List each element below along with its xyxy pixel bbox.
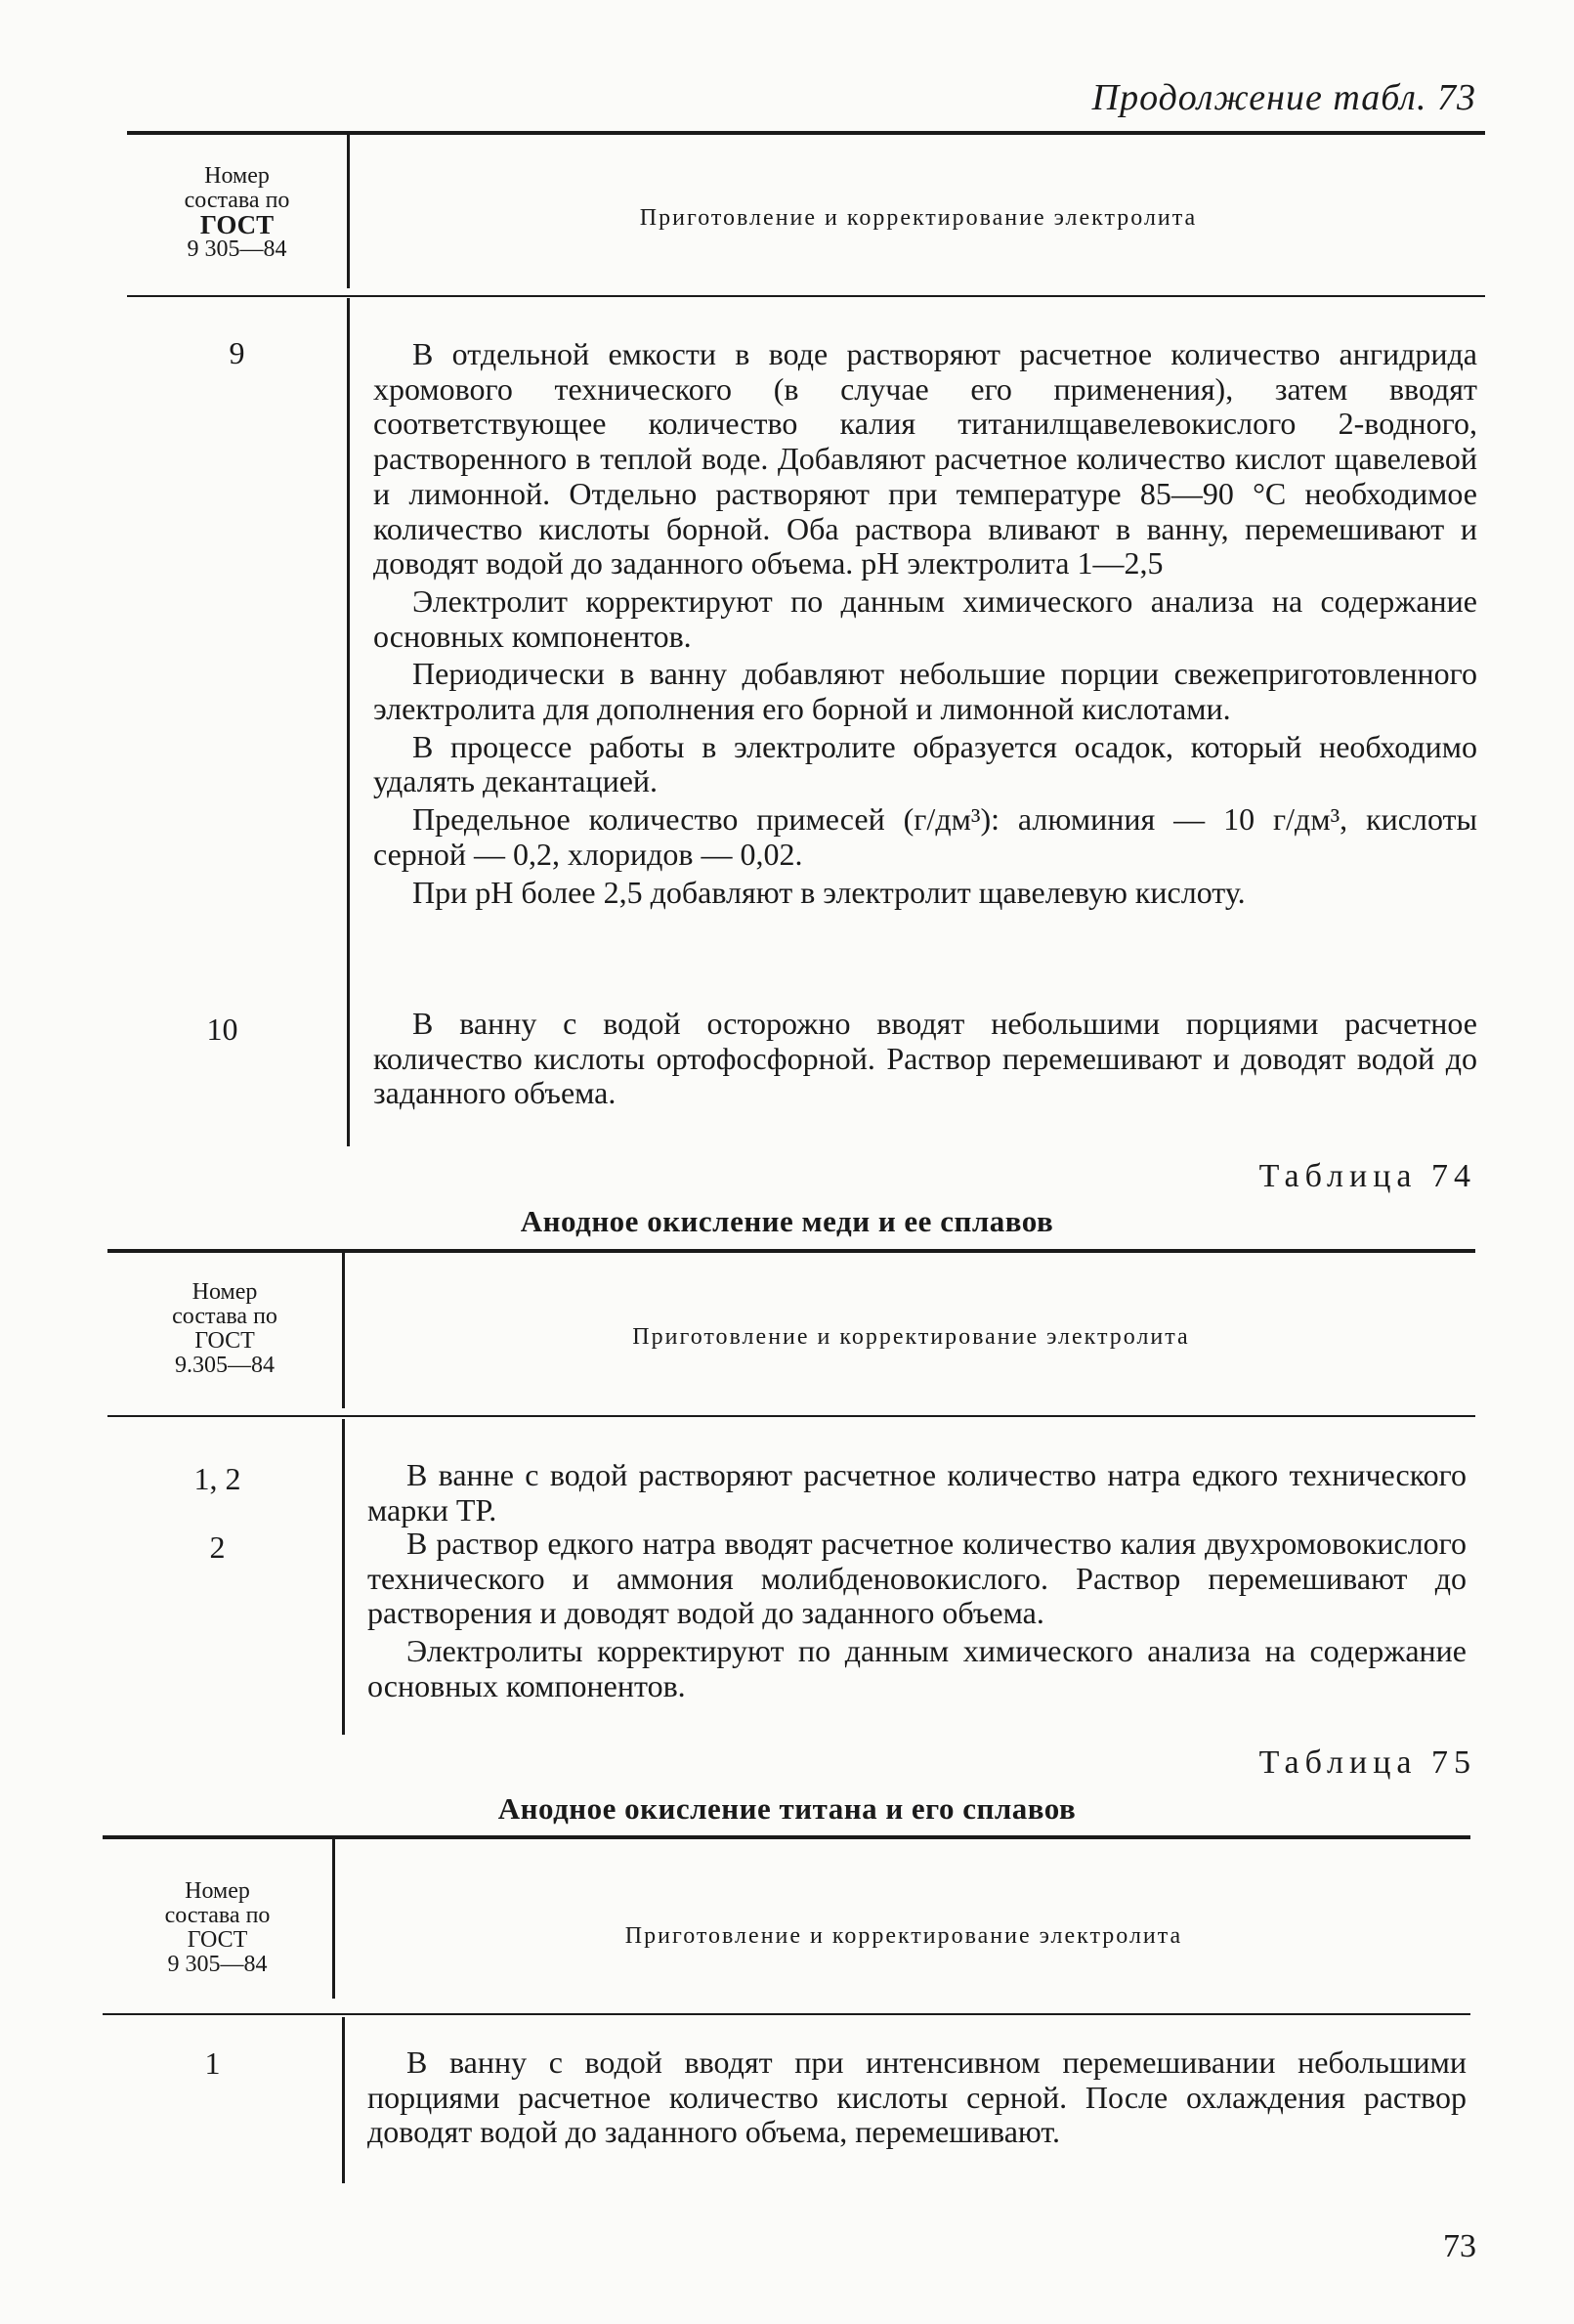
paragraph: В ванне с водой растворяют расчетное количество натра едкого технического марки ТР. (367, 1457, 1467, 1528)
table75-row-number: 1 (204, 2045, 221, 2081)
table74-label: Таблица 74 (1258, 1158, 1476, 1194)
paragraph: В раствор едкого натра вводят расчетное количество калия двухромовокислого технического и аммония молибденовокислого. Раствор перемешивают до растворения и доводят водой до заданного объема. (367, 1526, 1467, 1631)
table74-title: Анодное окисление меди и ее сплавов (520, 1204, 1054, 1238)
table74-top-rule (107, 1249, 1475, 1253)
table73-row-text (373, 337, 1477, 913)
continuation-caption: Продолжение табл. 73 (1091, 77, 1476, 118)
table74-row-text (367, 1458, 1467, 1530)
table73-header-rule (127, 295, 1485, 297)
table75-title: Анодное окисление титана и его сплавов (497, 1791, 1077, 1826)
paragraph: В отдельной емкости в воде растворяют расчетное количество ангидрида хромового технического (в случае его применения), затем вводят соответствующее количество калия титанилщавелевокислого 2-водного, растворенного в теплой воде. Добавляют расчетное количество кислот щавелевой и лимонной. Отдельно растворяют при температуре 85—90 °С необходимое количество кислоты борной. Оба раствора вливают в ванну, перемешивают и доводят водой до заданного объема. pH электролита 1—2,5 (373, 336, 1477, 581)
paragraph: В ванну с водой осторожно вводят небольшими порциями расчетное количество кислоты ортофосфорной. Раствор перемешивают и доводят водой до заданного объема. (373, 1006, 1477, 1111)
paragraph: В ванну с водой вводят при интенсивном перемешивании небольшими порциями расчетное количество кислоты серной. После охлаждения раствор доводят водой до заданного объема, перемешивают. (367, 2044, 1467, 2150)
table75-top-rule (103, 1835, 1470, 1839)
table75-label: Таблица 75 (1258, 1744, 1476, 1781)
table73-body-divider (347, 298, 350, 1146)
table74-row-number: 2 (209, 1529, 226, 1565)
table73-top-rule (127, 131, 1485, 135)
table73-header-number: Номер состава по ГОСТ 9 305—84 (184, 163, 290, 262)
table73-header-preparation: Приготовление и корректирование электролита (639, 205, 1198, 231)
table74-header-preparation: Приготовление и корректирование электролита (632, 1324, 1190, 1350)
paragraph: Предельное количество примесей (г/дм³): алюминия — 10 г/дм³, кислоты серной — 0,2, хлоридов — 0,02. (373, 801, 1477, 872)
table73-row-number: 10 (206, 1011, 238, 1047)
table74-header-divider (342, 1252, 345, 1408)
table75-header-number: Номер состава по ГОСТ 9 305—84 (164, 1878, 271, 1977)
table75-body-divider (342, 2017, 345, 2183)
paragraph: Периодически в ванну добавляют небольшие порции свежеприготовленного электролита для дополнения его борной и лимонной кислотами. (373, 656, 1477, 727)
table74-header-number: Номер состава по ГОСТ 9.305—84 (172, 1279, 277, 1378)
paragraph: Электролиты корректируют по данным химического анализа на содержание основных компонентов. (367, 1633, 1467, 1703)
paragraph: Электролит корректируют по данным химического анализа на содержание основных компонентов. (373, 582, 1477, 654)
table75-header-rule (103, 2013, 1470, 2015)
paragraph: При pH более 2,5 добавляют в электролит щавелевую кислоту. (412, 874, 1246, 910)
table74-header-rule (107, 1415, 1475, 1417)
table73-header-divider (347, 134, 350, 288)
table75-header-divider (332, 1838, 335, 1999)
table74-row-text (367, 1527, 1467, 1707)
table73-row-text (373, 1007, 1477, 1114)
table75-row-text (367, 2045, 1467, 2153)
paragraph: В процессе работы в электролите образуется осадок, который необходимо удалять декантацией. (373, 728, 1477, 799)
page-number: 73 (1443, 2228, 1476, 2264)
table74-row-number: 1, 2 (193, 1461, 241, 1496)
table74-body-divider (342, 1419, 345, 1735)
table73-row-number: 9 (229, 335, 245, 370)
table75-header-preparation: Приготовление и корректирование электролита (624, 1923, 1183, 1949)
